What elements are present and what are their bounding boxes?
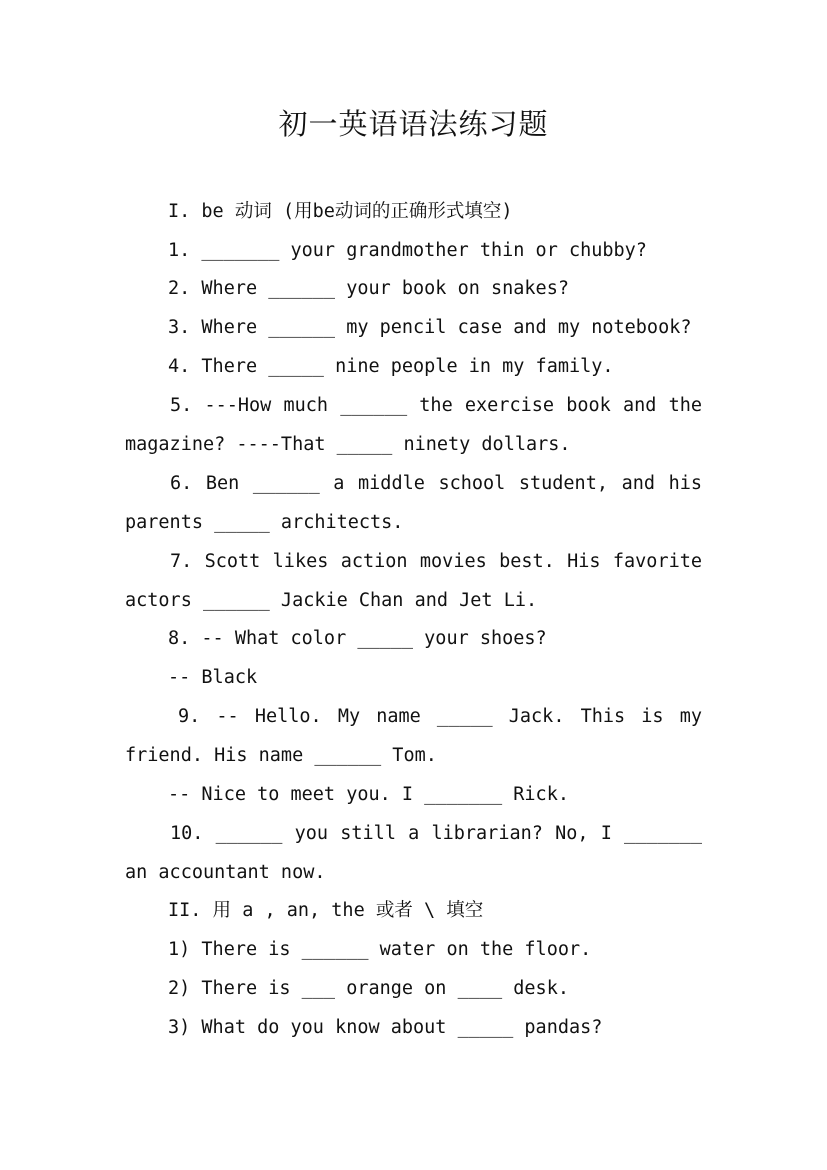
question-line: 2. Where ______ your book on snakes?	[168, 278, 569, 299]
question-line-continuation: parents _____ architects.	[125, 512, 404, 533]
question-line: 5. ---How much ______ the exercise book and the	[170, 395, 702, 416]
section-heading-be-verb: I. be 动词 (用be动词的正确形式填空)	[168, 201, 513, 222]
question-line-continuation: actors ______ Jackie Chan and Jet Li.	[125, 590, 538, 611]
question-line-continuation: magazine? ----That _____ ninety dollars.	[125, 434, 571, 455]
question-line: 1. _______ your grandmother thin or chubby?	[168, 240, 647, 261]
question-line: -- Nice to meet you. I _______ Rick.	[168, 784, 569, 805]
question-line: 3. Where ______ my pencil case and my notebook?	[168, 317, 692, 338]
question-line: 7. Scott likes action movies best. His favorite	[170, 551, 702, 572]
question-line: 10. ______ you still a librarian? No, I _______	[170, 823, 702, 844]
question-line: 3) What do you know about _____ pandas?	[168, 1017, 603, 1038]
question-line: 4. There _____ nine people in my family.	[168, 356, 614, 377]
question-line: -- Black	[168, 667, 258, 688]
page-title: 初一英语语法练习题	[278, 107, 549, 141]
section-heading-articles: II. 用 a , an, the 或者 \ 填空	[168, 900, 484, 921]
question-line: 8. -- What color _____ your shoes?	[168, 628, 547, 649]
question-line: 2) There is ___ orange on ____ desk.	[168, 978, 569, 999]
question-line: 6. Ben ______ a middle school student, and his	[170, 473, 702, 494]
question-line: 9. -- Hello. My name _____ Jack. This is my	[178, 706, 702, 727]
question-line-continuation: friend. His name ______ Tom.	[125, 745, 437, 766]
question-line-continuation: an accountant now.	[125, 862, 326, 883]
question-line: 1) There is ______ water on the floor.	[168, 939, 592, 960]
